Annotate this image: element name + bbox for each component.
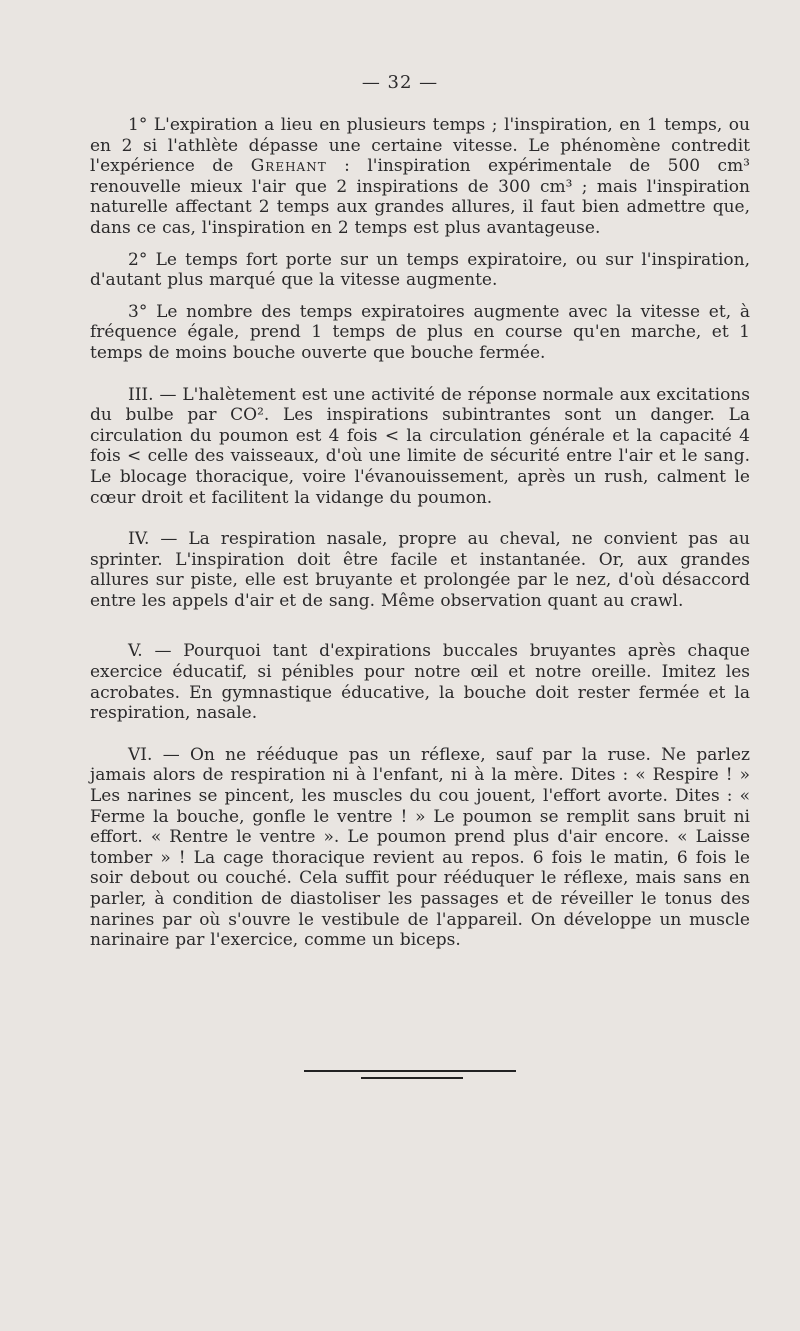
author-name-grehant: Grehant [250,156,327,177]
body-text [90,115,750,962]
paragraph-3-text: 3° Le nombre des temps expiratoires augmente avec la vitesse et, à fréquence égale, prend 1 temps de plus en course qu'en marche, et 1 temps de moins bouche ouverte que bouche fermée. [90,301,750,363]
end-rule-short [361,1077,463,1079]
page-number: — 32 — [361,72,439,93]
paragraph-3 [90,302,750,364]
paragraph-5 [90,529,750,611]
paragraph-2-text: 2° Le temps fort porte sur un temps expiratoire, ou sur l'inspiration, d'autant plus marqué que la vitesse augmente. [90,249,750,291]
paragraph-5-text: IV. — La respiration nasale, propre au cheval, ne convient pas au sprinter. L'inspiration doit être facile et instantanée. Or, aux grandes allures sur piste, elle est bruyante et prolongée par le nez, d'où désaccord entre les appels d'air et de sang. Même observation quant au crawl. [90,529,750,611]
paragraph-1 [90,115,750,239]
end-rule-long [304,1070,516,1072]
paragraph-4 [90,385,750,509]
paragraph-1-text-a: 1° L'expiration a lieu en plusieurs temps ; l'inspiration, en 1 temps, ou en 2 si l'athlète dépasse une certaine vitesse. Le phénomène contredit l'expérience de [90,115,750,177]
paragraph-6-text: V. — Pourquoi tant d'expirations buccales bruyantes après chaque exercice éducatif, si pénibles pour notre œil et notre oreille. Imitez les acrobates. En gymnastique éducative, la bouche doit rester fermée et la respiration, nasale. [90,641,750,724]
paragraph-2 [90,250,750,291]
paragraph-6 [90,641,750,723]
paragraph-7-text: VI. — On ne rééduque pas un réflexe, sauf par la ruse. Ne parlez jamais alors de respiration ni à l'enfant, ni à la mère. Dites : « Respire ! » Les narines se pincent, les muscles du cou jouent, l'effort avorte. Dites : « Ferme la bouche, gonfle le ventre ! » Le poumon se remplit sans bruit ni effort. « Rentre le ventre ». Le poumon prend plus d'air encore. « Laisse tomber » ! La cage thoracique revient au repos. 6 fois le matin, 6 fois le soir debout ou couché. Cela suffit pour rééduquer le réflexe, mais sans en parler, à condition de diastoliser les passages et de réveiller le tonus des narines par où s'ouvre le vestibule de l'appareil. On développe un muscle narinaire par l'exercice, comme un biceps. [90,744,750,951]
paragraph-1-text-b: : l'inspiration expérimentale de 500 cm³ renouvelle mieux l'air que 2 inspirations de 300 cm³ ; mais l'inspiration naturelle affectant 2 temps aux grandes allures, il faut bien admettre que, dans ce cas, l'inspiration en 2 temps est plus avantageuse. [90,156,750,238]
paragraph-7 [90,745,750,951]
paragraph-4-text: III. — L'halètement est une activité de réponse normale aux excitations du bulbe par CO². Les inspirations subintrantes sont un danger. La circulation du poumon est 4 fois < la circulation générale et la capacité 4 fois < celle des vaisseaux, d'où une limite de sécurité entre l'air et le sang. Le blocage thoracique, voire l'évanouissement, après un rush, calment le cœur droit et facilitent la vidange du poumon. [90,384,750,508]
